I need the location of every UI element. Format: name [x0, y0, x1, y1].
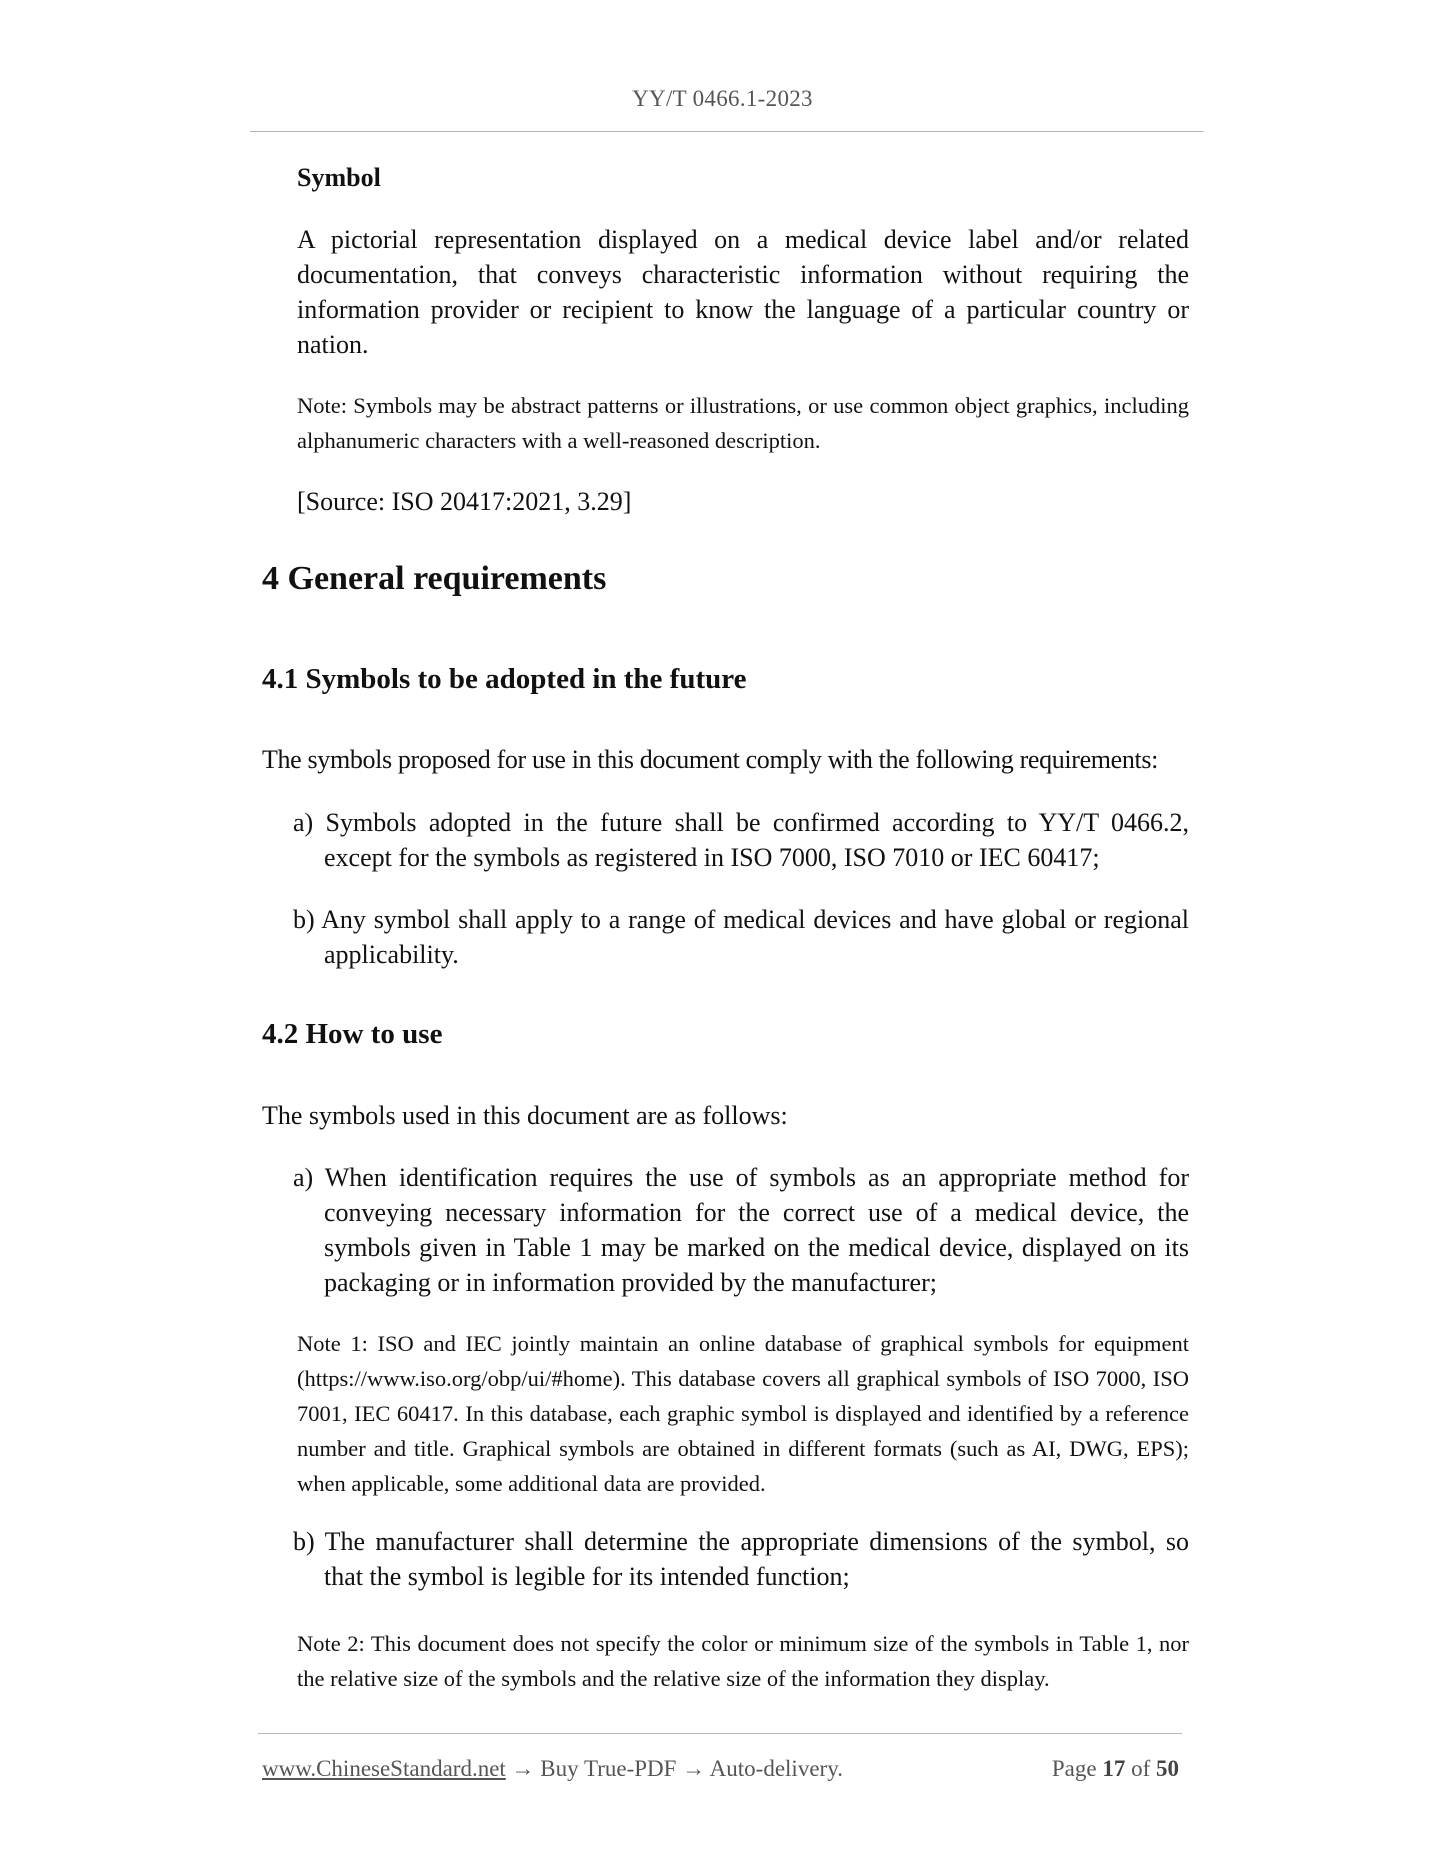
header-divider: [250, 131, 1204, 132]
section-4-2-note-1: Note 1: ISO and IEC jointly maintain an online database of graphical symbols for equipment (https://www.iso.org/obp/ui/#home). This database covers all graphical symbols of ISO 7000, ISO 7001, IEC 60417. In this database, each graphic symbol is displayed and identified by a reference number and title. Graphical symbols are obtained in different formats (such as AI, DWG, EPS); when applicable, some additional data are provided.: [297, 1331, 1189, 1496]
page-total: 50: [1156, 1756, 1179, 1781]
footer-website-link[interactable]: www.ChineseStandard.net: [262, 1756, 506, 1781]
page-header-title: YY/T 0466.1-2023: [632, 86, 813, 111]
section-4-1-item-b: b) Any symbol shall apply to a range of medical devices and have global or regional applicability.: [293, 905, 1189, 969]
footer-delivery-text: Auto-delivery.: [709, 1756, 843, 1781]
section-4-2-item-a: a) When identification requires the use of symbols as an appropriate method for conveying necessary information for the correct use of a medical device, the symbols given in Table 1 may be marked on the medical device, displayed on its packaging or in information provided by the manufacturer;: [293, 1163, 1189, 1297]
arrow-right-icon: →: [682, 1756, 706, 1781]
term-source: [Source: ISO 20417:2021, 3.29]: [297, 487, 632, 516]
arrow-right-icon: →: [511, 1756, 535, 1781]
term-definition: A pictorial representation displayed on a medical device label and/or related documentation, that conveys characteristic information without requiring the information provider or recipient to know the language of a particular country or nation.: [297, 225, 1189, 359]
footer-divider: [258, 1733, 1182, 1734]
section-4-2-item-b: b) The manufacturer shall determine the appropriate dimensions of the symbol, so that the symbol is legible for its intended function;: [293, 1527, 1189, 1591]
page-current: 17: [1102, 1756, 1126, 1781]
section-4-2-intro: The symbols used in this document are as follows:: [262, 1101, 788, 1130]
section-4-1-item-a: a) Symbols adopted in the future shall be confirmed according to YY/T 0466.2, except for the symbols as registered in ISO 7000, ISO 7010 or IEC 60417;: [293, 808, 1189, 872]
section-4-1-heading: 4.1 Symbols to be adopted in the future: [262, 663, 747, 695]
section-4-1-intro: The symbols proposed for use in this document comply with the following requirements:: [262, 745, 1158, 774]
footer-promo: [262, 1756, 843, 1782]
section-4-heading: 4 General requirements: [262, 560, 607, 597]
section-4-2-heading: 4.2 How to use: [262, 1018, 443, 1050]
term-title: Symbol: [297, 163, 381, 192]
page-label: Page: [1051, 1756, 1097, 1781]
term-note: Note: Symbols may be abstract patterns or illustrations, or use common object graphics, including alphanumeric characters with a well-reasoned description.: [297, 393, 1189, 453]
page-of-label: of: [1131, 1756, 1151, 1781]
footer-buy-text: Buy True-PDF: [540, 1756, 677, 1781]
section-4-2-note-2: Note 2: This document does not specify the color or minimum size of the symbols in Table 1, nor the relative size of the symbols and the relative size of the information they display.: [297, 1631, 1189, 1691]
page-number: [1052, 1756, 1179, 1782]
